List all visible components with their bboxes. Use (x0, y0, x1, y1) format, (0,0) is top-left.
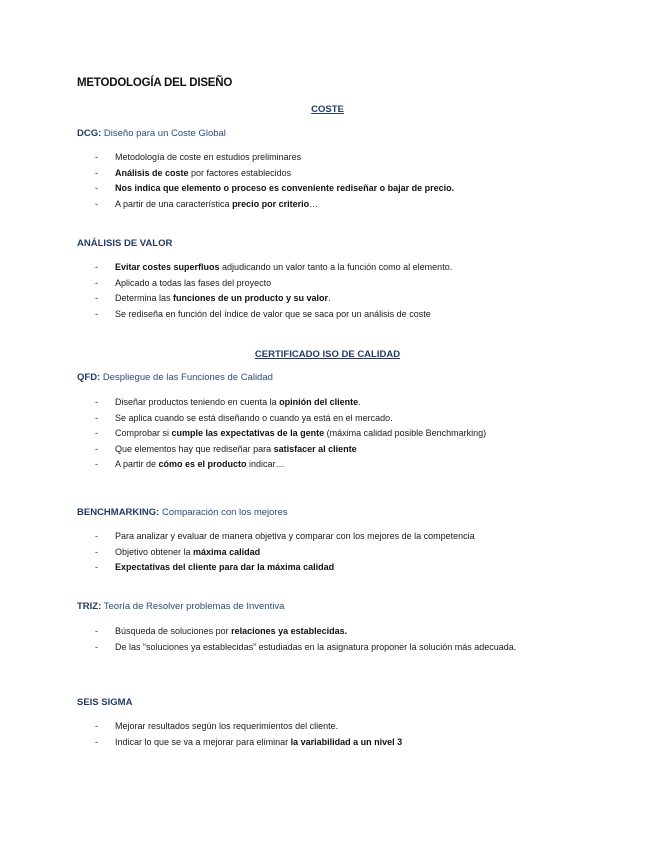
dcg-heading (77, 128, 226, 139)
valor-list (95, 260, 565, 322)
qfd-rest: Despliegue de las Funciones de Calidad (100, 372, 273, 383)
dcg-key: DCG: (77, 128, 102, 139)
benchmarking-rest: Comparación con los mejores (159, 507, 288, 518)
bullet-dash: - (95, 277, 98, 288)
bullet-dash: - (95, 428, 98, 439)
list-item: - Que elementos hay que rediseñar para satisfacer al cliente (95, 442, 565, 458)
benchmarking-key: BENCHMARKING: (77, 507, 160, 518)
valor-heading (77, 238, 172, 249)
triz-rest: Teoría de Resolver problemas de Inventiva (101, 601, 285, 612)
bullet-dash: - (95, 198, 98, 209)
bullet-dash: - (95, 397, 98, 407)
bullet-dash: - (95, 459, 98, 470)
bullet-dash: - (95, 721, 98, 731)
bullet-dash: - (95, 262, 98, 272)
seis-sigma-list (95, 719, 565, 750)
list-item: - Análisis de coste por factores establecidos (95, 166, 565, 182)
list-item: - Objetivo obtener la máxima calidad (95, 545, 565, 561)
bullet-dash: - (95, 183, 98, 194)
list-item: - Diseñar productos teniendo en cuenta la opinión del cliente. (95, 395, 565, 411)
list-item: - Comprobar si cumple las expectativas de la gente (máxima calidad posible Benchmarking) (95, 426, 565, 442)
list-item: - Aplicado a todas las fases del proyecto (95, 276, 565, 292)
bullet-dash: - (95, 641, 98, 652)
qfd-list (95, 395, 565, 473)
list-item: - Mejorar resultados según los requerimientos del cliente. (95, 719, 565, 735)
bullet-dash: - (95, 531, 98, 541)
iso-heading: CERTIFICADO ISO DE CALIDAD (254, 349, 401, 360)
document-title: METODOLOGÍA DEL DISEÑO (77, 77, 233, 89)
seis-sigma-key: SEIS SIGMA (77, 697, 133, 708)
valor-key: ANÁLISIS DE VALOR (77, 238, 173, 249)
list-item: - A partir de cómo es el producto indicar… (95, 457, 565, 473)
list-item: - Nos indica que elemento o proceso es conveniente rediseñar o bajar de precio. (95, 181, 565, 197)
list-item: - Metodología de coste en estudios preliminares (95, 150, 565, 166)
dcg-list (95, 150, 565, 212)
benchmarking-heading (77, 507, 288, 518)
list-item: - Determina las funciones de un producto y su valor. (95, 291, 565, 307)
list-item: - Búsqueda de soluciones por relaciones ya establecidas. (95, 624, 565, 640)
list-item: - Para analizar y evaluar de manera objetiva y comparar con los mejores de la competencia (95, 529, 565, 545)
bullet-dash: - (95, 167, 98, 178)
list-item: - Se rediseña en función del índice de valor que se saca por un análisis de coste (95, 307, 565, 323)
list-item: - Se aplica cuando se está diseñando o cuando ya está en el mercado. (95, 411, 565, 427)
dcg-rest: Diseño para un Coste Global (101, 128, 226, 139)
triz-key: TRIZ: (77, 601, 102, 612)
bullet-dash: - (95, 293, 98, 304)
list-item: - Expectativas del cliente para dar la máxima calidad (95, 560, 565, 576)
qfd-key: QFD: (77, 372, 101, 383)
list-item: - Evitar costes superfluos adjudicando un valor tanto a la función como al elemento. (95, 260, 565, 276)
bullet-dash: - (95, 443, 98, 454)
bullet-dash: - (95, 736, 98, 747)
bullet-dash: - (95, 412, 98, 423)
bullet-dash: - (95, 626, 98, 636)
triz-list (95, 624, 565, 655)
benchmarking-list (95, 529, 565, 576)
bullet-dash: - (95, 546, 98, 557)
triz-heading (77, 601, 284, 612)
qfd-heading (77, 372, 273, 383)
list-item: - De las “soluciones ya establecidas” estudiadas en la asignatura proponer la solución más adecuada. (95, 640, 565, 656)
bullet-dash: - (95, 308, 98, 319)
coste-heading: COSTE (311, 104, 344, 115)
bullet-dash: - (95, 152, 98, 162)
list-item: - Indicar lo que se va a mejorar para eliminar la variabilidad a un nivel 3 (95, 735, 565, 751)
list-item: - A partir de una característica precio por criterio… (95, 197, 565, 213)
bullet-dash: - (95, 562, 98, 573)
seis-sigma-heading (77, 697, 132, 708)
